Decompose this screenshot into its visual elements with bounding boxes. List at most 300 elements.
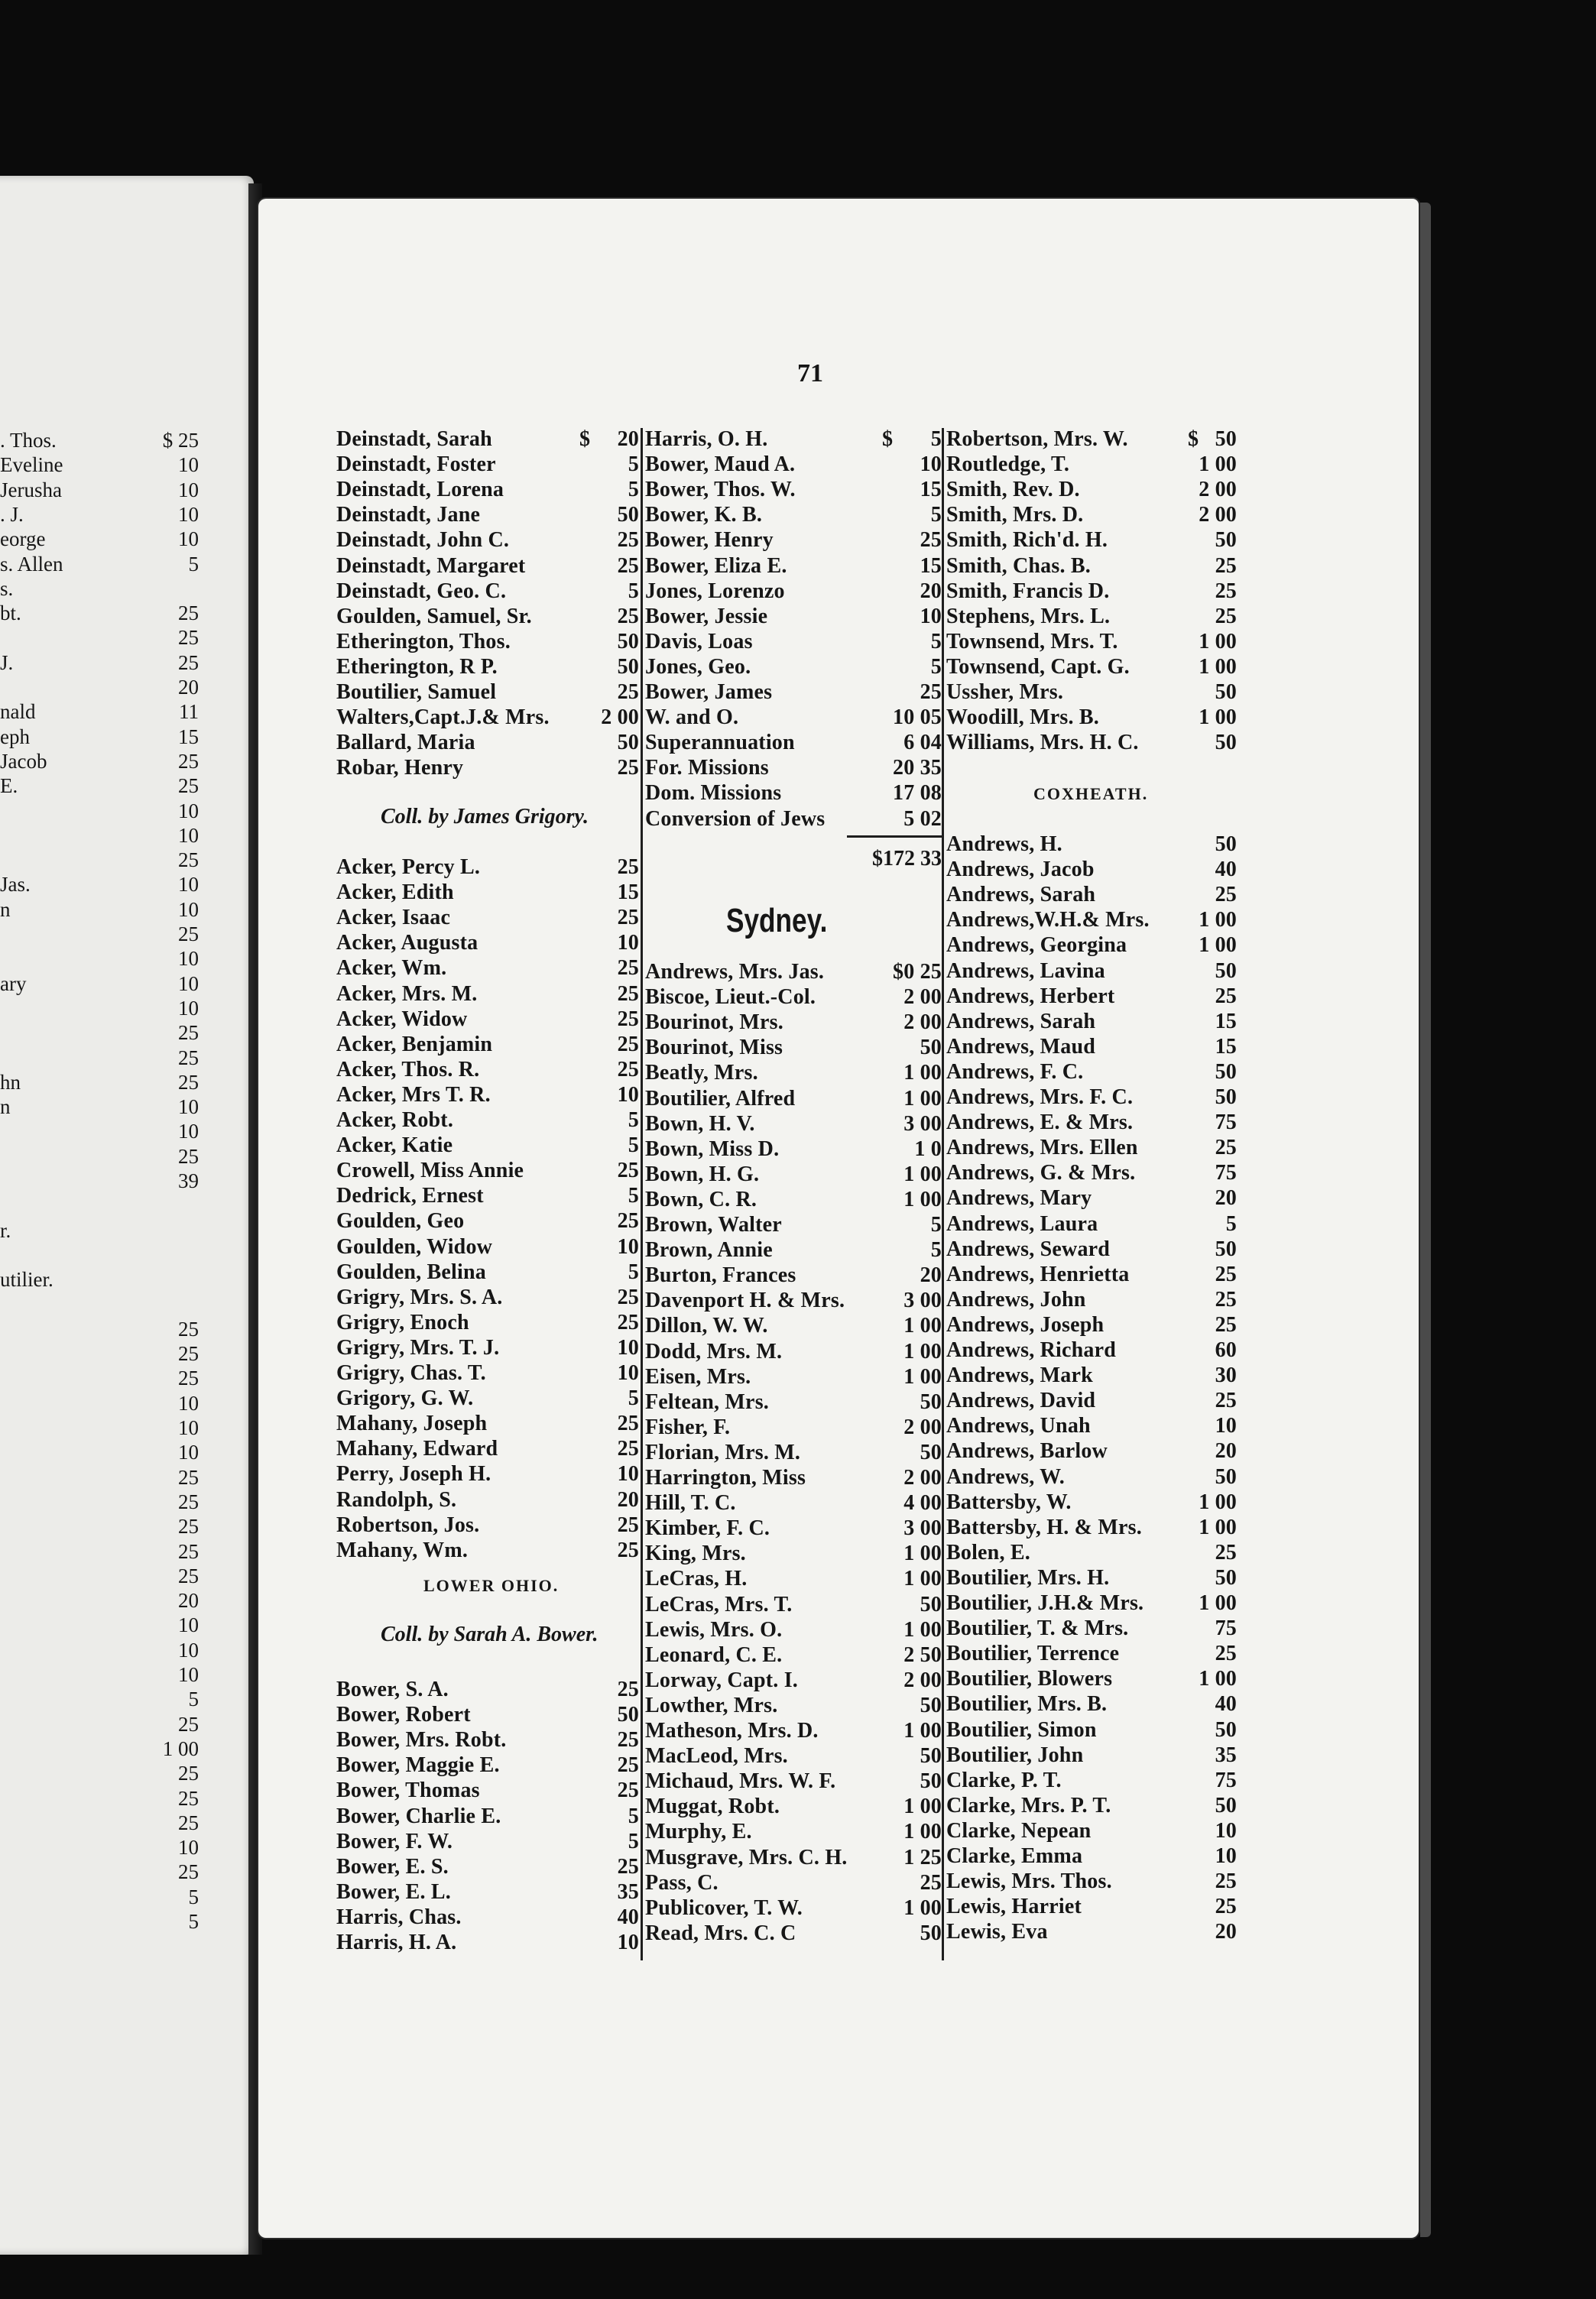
entry-amount: 5: [628, 1184, 639, 1208]
entry-row: [645, 629, 942, 654]
entry-amount: 75: [1215, 1616, 1237, 1641]
entry-name: Superannuation: [645, 731, 795, 755]
entry-amount: 35: [617, 1879, 639, 1904]
entry-row: [946, 1793, 1237, 1818]
left-page-row: [0, 1909, 229, 1934]
entry-amount: 5: [1225, 1211, 1237, 1236]
entry-name: Acker, Mrs. M.: [336, 981, 478, 1006]
entry-row: [645, 1921, 942, 1946]
entry-name: Andrews, Joseph: [946, 1312, 1105, 1337]
entry-name: Leonard, C. E.: [645, 1642, 783, 1667]
entry-row: [645, 1313, 942, 1338]
entry-name: Deinstadt, Geo. C.: [336, 579, 507, 603]
entry-amount: 15: [1215, 1034, 1237, 1059]
left-entry-amount: 10: [178, 1391, 199, 1415]
entry-row: [645, 1769, 942, 1794]
left-page-row: [0, 922, 229, 947]
entry-name: Grigry, Enoch: [336, 1310, 469, 1334]
entry-amount: 50: [920, 1769, 942, 1794]
entry-row: [645, 1364, 942, 1389]
entry-row: [946, 1565, 1237, 1590]
entry-row: [946, 452, 1237, 477]
column-divider-2: [942, 428, 944, 1960]
entry-row: [645, 705, 942, 730]
entry-amount: 1 00: [903, 1617, 942, 1642]
entry-amount: 50: [1215, 1793, 1237, 1817]
entry-amount: 25: [1215, 1312, 1237, 1337]
left-page-row: [0, 1366, 229, 1391]
entry-amount: 1 00: [1199, 452, 1237, 477]
entry-amount: 50: [617, 629, 639, 653]
entry-row: [336, 730, 639, 755]
entry-amount: 1 00: [903, 1364, 942, 1389]
left-entry-amount: 25: [178, 602, 199, 625]
entry-amount: 10: [617, 1931, 639, 1954]
entry-amount: 1 00: [1199, 629, 1237, 653]
entry-name: Bown, C. R.: [645, 1187, 757, 1211]
entry-name: Andrews, Barlow: [946, 1439, 1108, 1464]
entry-amount: 25: [617, 756, 639, 780]
entry-name: Acker, Thos. R.: [336, 1057, 480, 1081]
left-entry-name: r.: [0, 1218, 11, 1242]
left-page-row: [0, 1835, 229, 1860]
entry-amount: 50: [1215, 1059, 1237, 1084]
left-page-row: [0, 996, 229, 1021]
entry-row: [946, 857, 1237, 882]
entry-amount: 50: [1215, 427, 1237, 451]
entry-row: [645, 755, 942, 780]
entry-name: Grigry, Mrs. S. A.: [336, 1285, 503, 1309]
left-page-row: [0, 1860, 229, 1885]
entry-amount: 5: [930, 503, 942, 527]
entry-name: Acker, Widow: [336, 1007, 468, 1031]
entry-name: Grigry, Mrs. T. J.: [336, 1335, 500, 1360]
entry-name: Bower, S. A.: [336, 1678, 449, 1701]
entry-row: [645, 1743, 942, 1769]
entry-row: [645, 1237, 942, 1263]
left-entry-amount: 39: [178, 1169, 199, 1192]
left-entry-amount: 25: [178, 848, 199, 872]
entry-name: Acker, Mrs T. R.: [336, 1082, 491, 1107]
entry-row: [946, 1211, 1237, 1237]
entry-row: [946, 907, 1237, 932]
page-number: 71: [797, 359, 823, 387]
entry-amount: 25: [617, 604, 639, 628]
collector-heading-james-grigory: Coll. by James Grigory.: [381, 805, 589, 828]
entry-row: [336, 426, 639, 452]
left-page-row: [0, 1292, 229, 1318]
entry-row: [336, 854, 639, 880]
entry-amount: 15: [920, 478, 942, 502]
entry-amount: 20 35: [893, 756, 942, 780]
entry-name: Bower, Robert: [336, 1703, 471, 1727]
dollar-sign: $: [1188, 427, 1199, 451]
entry-name: Hill, T. C.: [645, 1491, 736, 1516]
entry-name: Andrews, Mrs. Ellen: [946, 1136, 1138, 1160]
entry-amount: 10: [1215, 1844, 1237, 1868]
page-edge: [1420, 203, 1431, 2237]
entry-row: [336, 905, 639, 930]
entry-amount: 5: [628, 1133, 639, 1158]
entry-name: Bower, Jessie: [645, 604, 768, 628]
entry-amount: 2 00: [903, 1010, 942, 1035]
entry-amount: 50: [1215, 832, 1237, 856]
entry-name: Jones, Lorenzo: [645, 579, 785, 603]
entry-row: [645, 426, 942, 452]
entry-row: [336, 452, 639, 477]
entry-amount: 1 00: [903, 1719, 942, 1743]
left-page-row: [0, 1119, 229, 1144]
entry-name: Boutilier, T. & Mrs.: [946, 1616, 1129, 1641]
entry-row: [336, 1702, 639, 1727]
left-page-row: [0, 1490, 229, 1515]
left-page-row: [0, 1243, 229, 1268]
entry-name: Murphy, E.: [645, 1820, 752, 1844]
entry-row: [336, 1335, 639, 1360]
entry-row: [645, 1566, 942, 1591]
left-entry-amount: 10: [178, 996, 199, 1020]
entry-row: [946, 1009, 1237, 1034]
left-entry-name: n: [0, 1095, 11, 1119]
left-entry-amount: 10: [178, 1638, 199, 1662]
entry-row: [336, 1930, 639, 1955]
collector-heading-sarah-bower: Coll. by Sarah A. Bower.: [381, 1623, 598, 1646]
entry-amount: 25: [617, 1285, 639, 1309]
left-page-row: [0, 1539, 229, 1565]
entry-name: W. and O.: [645, 705, 739, 730]
entry-name: Dodd, Mrs. M.: [645, 1339, 783, 1364]
entry-name: Deinstadt, Foster: [336, 452, 496, 477]
entry-amount: 25: [1215, 1540, 1237, 1565]
entry-amount: 50: [920, 1389, 942, 1414]
entry-amount: 10 05: [893, 705, 942, 730]
entry-amount: 75: [1215, 1111, 1237, 1135]
entry-amount: 10: [920, 452, 942, 477]
entry-name: Harris, O. H.: [645, 427, 768, 451]
entry-row: [645, 1642, 942, 1668]
entry-amount: 50: [1215, 1565, 1237, 1590]
entry-amount: 2 00: [601, 705, 639, 730]
entry-name: Clarke, Nepean: [946, 1818, 1092, 1843]
entry-name: Biscoe, Lieut.-Col.: [645, 985, 816, 1010]
entry-name: Goulden, Belina: [336, 1260, 486, 1284]
entry-name: Deinstadt, Jane: [336, 503, 481, 527]
entry-row: [946, 1110, 1237, 1135]
left-entry-name: n: [0, 897, 11, 921]
left-entry-name: utilier.: [0, 1268, 54, 1292]
entry-name: Andrews, Mrs. F. C.: [946, 1085, 1134, 1109]
entry-name: Smith, Rev. D.: [946, 478, 1080, 502]
left-entry-amount: 10: [178, 527, 199, 551]
entry-amount: 1 00: [1199, 933, 1237, 958]
entry-row: [336, 477, 639, 502]
left-entry-amount: 25: [178, 1712, 199, 1736]
entry-name: Townsend, Capt. G.: [946, 654, 1130, 679]
entry-amount: 50: [920, 1036, 942, 1060]
entry-amount: 5: [628, 579, 639, 603]
entry-amount: 6 04: [903, 731, 942, 755]
entry-row: [336, 1829, 639, 1854]
entry-row: [645, 1617, 942, 1642]
entry-row: [946, 1262, 1237, 1287]
entry-amount: 25: [617, 1678, 639, 1701]
left-page-row: [0, 1786, 229, 1811]
left-entry-amount: 25: [178, 1342, 199, 1366]
entry-amount: 25: [617, 981, 639, 1006]
left-page-row: [0, 1391, 229, 1416]
entry-amount: 50: [920, 1744, 942, 1769]
entry-name: Robertson, Mrs. W.: [946, 427, 1128, 451]
entry-name: Feltean, Mrs.: [645, 1389, 769, 1414]
left-entry-name: J.: [0, 650, 14, 674]
entry-name: Mahany, Joseph: [336, 1412, 488, 1436]
left-page-row: [0, 773, 229, 799]
entry-row: [645, 1389, 942, 1415]
entry-amount: 20: [920, 579, 942, 603]
entry-amount: 1 00: [1199, 654, 1237, 679]
entry-row: [336, 1082, 639, 1107]
entry-name: Bower, Thos. W.: [645, 478, 796, 502]
entry-amount: 50: [920, 1921, 942, 1945]
left-page-row: [0, 1638, 229, 1663]
entry-row: [645, 1465, 942, 1490]
entry-row: [336, 1461, 639, 1487]
entry-row: [946, 579, 1237, 604]
entry-amount: 25: [617, 956, 639, 981]
entry-row: [645, 1187, 942, 1212]
entry-amount: 3 00: [903, 1516, 942, 1541]
left-entry-amount: 25: [178, 1811, 199, 1834]
left-entry-amount: 10: [178, 971, 199, 995]
entry-amount: 2 00: [903, 1668, 942, 1692]
entry-amount: 20: [1215, 1920, 1237, 1944]
left-page-row: [0, 650, 229, 676]
entry-name: Andrews, John: [946, 1287, 1086, 1312]
entry-amount: 50: [617, 1703, 639, 1727]
entry-name: Andrews, Seward: [946, 1237, 1111, 1261]
entry-row: [946, 1363, 1237, 1388]
entry-amount: 50: [1215, 731, 1237, 755]
entry-amount: 5: [628, 1829, 639, 1853]
entry-name: Andrews, W.: [946, 1464, 1065, 1489]
entry-amount: 25: [1215, 984, 1237, 1008]
left-entry-name: . Thos.: [0, 429, 57, 452]
entry-amount: 1 00: [1199, 705, 1237, 730]
left-entry-amount: 10: [178, 1441, 199, 1464]
entry-name: Andrews, E. & Mrs.: [946, 1111, 1134, 1135]
left-entry-amount: 10: [178, 1613, 199, 1637]
entry-row: [336, 705, 639, 730]
entry-row: [336, 1436, 639, 1461]
left-page-row: [0, 1613, 229, 1638]
left-entry-name: Eveline: [0, 453, 63, 477]
entry-row: [645, 1415, 942, 1440]
entry-amount: 10: [617, 1361, 639, 1385]
entry-amount: 10: [920, 604, 942, 628]
entry-row: [336, 955, 639, 981]
entry-row: [336, 1285, 639, 1310]
left-entry-name: nald: [0, 700, 36, 724]
entry-amount: 1 00: [903, 1061, 942, 1085]
entry-row: [645, 806, 942, 832]
entry-name: Jones, Geo.: [645, 654, 751, 679]
entry-row: [645, 579, 942, 604]
entry-amount: 25: [617, 1412, 639, 1436]
entry-row: [336, 1513, 639, 1538]
entry-amount: 25: [617, 1779, 639, 1803]
left-page-row: [0, 946, 229, 971]
entry-row: [336, 1854, 639, 1879]
entry-row: [645, 1541, 942, 1566]
entry-amount: 25: [617, 1728, 639, 1753]
left-page-row: [0, 1144, 229, 1169]
entry-row: [336, 1538, 639, 1563]
entry-name: Andrews, Laura: [946, 1211, 1098, 1236]
left-entry-amount: 10: [178, 897, 199, 921]
entry-amount: 2 00: [1199, 478, 1237, 502]
entry-row: [946, 1894, 1237, 1919]
entry-name: Dom. Missions: [645, 781, 782, 806]
entry-row: [946, 1641, 1237, 1666]
entry-amount: 25: [617, 1854, 639, 1879]
entry-amount: 25: [617, 1753, 639, 1778]
entry-name: Bower, Eliza E.: [645, 553, 787, 578]
entry-row: [645, 1668, 942, 1693]
dollar-sign: $: [882, 427, 894, 451]
left-page-row: [0, 897, 229, 923]
entry-amount: 3 00: [903, 1289, 942, 1313]
left-entry-name: hn: [0, 1070, 21, 1094]
entry-name: Bower, Mrs. Robt.: [336, 1728, 507, 1753]
entry-name: Muggat, Robt.: [645, 1795, 780, 1819]
left-page-row: [0, 1811, 229, 1836]
left-entry-name: bt.: [0, 602, 21, 625]
left-page-row: [0, 699, 229, 725]
entry-amount: 25: [1215, 1895, 1237, 1919]
entry-row: [645, 959, 942, 984]
entry-name: Dedrick, Ernest: [336, 1184, 484, 1208]
entry-name: Pass, C.: [645, 1870, 719, 1895]
entry-amount: 1 00: [903, 1820, 942, 1844]
left-page-row: [0, 1169, 229, 1194]
entry-amount: 1 00: [1199, 908, 1237, 932]
entry-row: [946, 984, 1237, 1009]
entry-row: [645, 1440, 942, 1465]
entry-row: [645, 502, 942, 527]
left-entry-amount: 10: [178, 453, 199, 477]
entry-name: Dillon, W. W.: [645, 1314, 768, 1338]
entry-amount: 5: [628, 1386, 639, 1411]
entry-name: Andrews, Mark: [946, 1364, 1093, 1388]
left-page-row: [0, 502, 229, 527]
entry-amount: 50: [920, 1592, 942, 1616]
entry-name: LeCras, H.: [645, 1567, 748, 1591]
entry-amount: 5: [930, 427, 942, 451]
entry-name: Smith, Francis D.: [946, 579, 1110, 603]
entry-name: Michaud, Mrs. W. F.: [645, 1769, 836, 1794]
left-entry-amount: 25: [178, 1144, 199, 1168]
entry-row: [645, 1162, 942, 1187]
entry-row: [645, 1339, 942, 1364]
column-divider-1: [641, 428, 643, 1960]
entry-name: Clarke, Emma: [946, 1844, 1083, 1868]
left-entry-name: eph: [0, 725, 30, 748]
entry-name: Matheson, Mrs. D.: [645, 1719, 819, 1743]
entry-name: Goulden, Samuel, Sr.: [336, 604, 532, 628]
place-heading-coxheath: COXHEATH.: [1033, 784, 1149, 803]
entry-name: Boutilier, Mrs. B.: [946, 1692, 1108, 1717]
entry-row: [336, 1677, 639, 1702]
left-page-row: [0, 1885, 229, 1910]
entry-amount: 60: [1215, 1338, 1237, 1362]
entry-row: [645, 780, 942, 806]
entry-row: [336, 930, 639, 955]
entry-amount: 5: [628, 1108, 639, 1132]
entry-amount: 50: [617, 654, 639, 679]
entry-name: Stephens, Mrs. L.: [946, 604, 1111, 628]
entry-amount: 25: [617, 528, 639, 553]
entry-amount: 50: [1215, 1464, 1237, 1489]
entry-name: Davenport H. & Mrs.: [645, 1289, 845, 1313]
entry-amount: 15: [920, 553, 942, 578]
entry-row: [645, 527, 942, 553]
entry-name: Robertson, Jos.: [336, 1513, 480, 1537]
entry-amount: 1 0: [914, 1137, 942, 1161]
entry-row: [946, 1287, 1237, 1312]
entry-name: Acker, Percy L.: [336, 855, 481, 879]
entry-name: Acker, Isaac: [336, 906, 451, 930]
entry-name: Clarke, P. T.: [946, 1768, 1062, 1792]
left-entry-amount: 15: [178, 725, 199, 748]
entry-row: [946, 1717, 1237, 1743]
entry-amount: 1 00: [903, 1339, 942, 1364]
entry-name: Harrington, Miss: [645, 1466, 806, 1490]
entry-name: Boutilier, Terrence: [946, 1642, 1120, 1666]
entry-amount: 2 50: [903, 1642, 942, 1667]
left-entry-amount: 10: [178, 478, 199, 501]
entry-row: [336, 1133, 639, 1158]
entry-name: Andrews, Mrs. Jas.: [645, 960, 825, 984]
left-entry-name: Jerusha: [0, 478, 62, 501]
entry-amount: 5: [930, 654, 942, 679]
left-entry-name: ary: [0, 971, 27, 995]
entry-row: [336, 502, 639, 527]
entry-row: [946, 1843, 1237, 1869]
entry-name: Bown, Miss D.: [645, 1137, 780, 1161]
left-page-row: [0, 1712, 229, 1737]
entry-amount: 50: [617, 503, 639, 527]
entry-amount: 1 00: [1199, 1515, 1237, 1539]
entry-row: [645, 1845, 942, 1870]
entry-name: Boutilier, Mrs. H.: [946, 1565, 1110, 1590]
entry-name: Grigry, Chas. T.: [336, 1361, 486, 1385]
entry-amount: 1 00: [903, 1895, 942, 1920]
entry-name: Fisher, F.: [645, 1415, 731, 1439]
left-page-row: [0, 625, 229, 650]
entry-amount: 50: [1215, 528, 1237, 553]
entry-amount: 25: [617, 1513, 639, 1537]
entry-name: King, Mrs.: [645, 1542, 746, 1566]
entry-name: Bown, H. G.: [645, 1162, 760, 1186]
entry-name: Read, Mrs. C. C: [645, 1921, 796, 1945]
left-page-row: [0, 601, 229, 626]
entry-amount: 25: [617, 553, 639, 578]
entry-amount: 25: [617, 680, 639, 704]
left-entry-amount: 10: [178, 947, 199, 971]
left-page-row: [0, 1094, 229, 1120]
entry-amount: 5: [628, 1804, 639, 1828]
entry-row: [645, 1718, 942, 1743]
